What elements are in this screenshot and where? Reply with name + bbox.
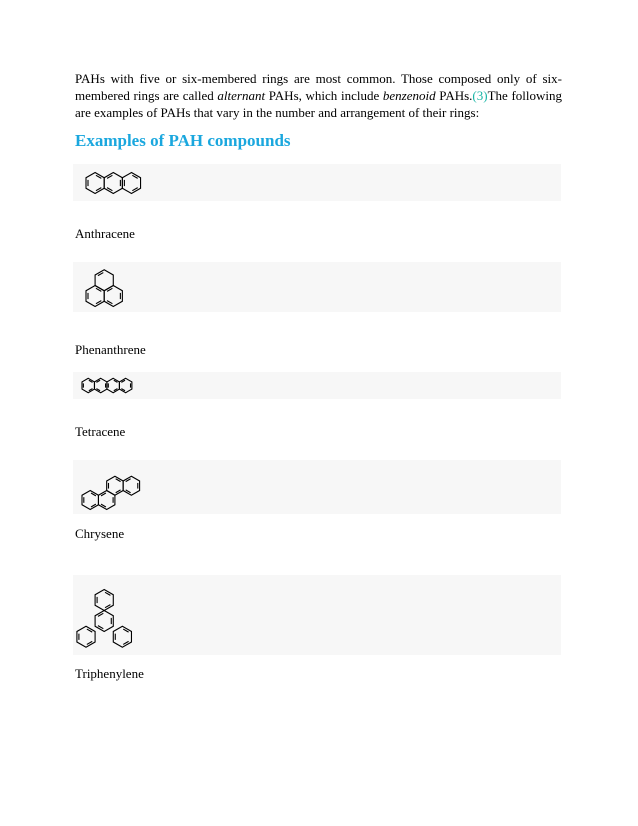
caption-anthracene: Anthracene (75, 226, 135, 241)
triphenylene-structure-icon (73, 575, 173, 655)
caption-chrysene: Chrysene (75, 526, 125, 541)
caption-tetracene: Tetracene (75, 424, 126, 439)
intro-text-1: PAHs with five or six-membered rings are most common. Those composed only of six-membered rings are called (75, 71, 562, 103)
structure-strip-anthracene (73, 164, 561, 201)
intro-text-2: PAHs, which include (265, 88, 383, 103)
structure-strip-chrysene (73, 460, 561, 514)
tetracene-structure-icon (73, 372, 173, 399)
anthracene-structure-icon (73, 164, 173, 201)
intro-text-4: The following are examples of PAHs that vary in the number and arrangement of their rings: (75, 88, 563, 120)
structure-strip-triphenylene (73, 575, 561, 655)
term-benzenoid: benzenoid (382, 88, 436, 103)
caption-triphenylene: Triphenylene (75, 666, 144, 681)
reference-link[interactable]: (3) (472, 88, 488, 103)
structure-strip-phenanthrene (73, 262, 561, 312)
section-heading: Examples of PAH compounds (75, 131, 291, 150)
phenanthrene-structure-icon (73, 262, 173, 312)
caption-phenanthrene: Phenanthrene (75, 342, 146, 357)
structure-strip-tetracene (73, 372, 561, 399)
intro-text-3: PAHs. (435, 88, 473, 103)
intro-paragraph (75, 70, 562, 121)
term-alternant: alternant (217, 88, 266, 103)
chrysene-structure-icon (73, 460, 173, 514)
